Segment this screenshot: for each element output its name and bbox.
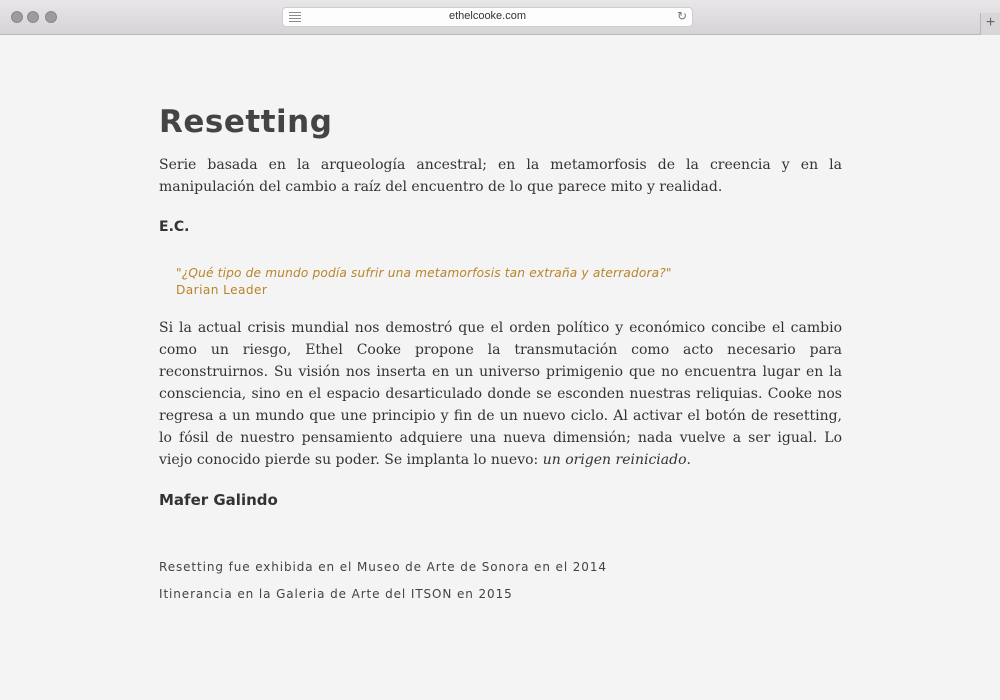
- author-name: Mafer Galindo: [159, 491, 278, 509]
- quote-text: "¿Qué tipo de mundo podía sufrir una metamorfosis tan extraña y aterradora?": [176, 266, 672, 280]
- exhibition-note: Resetting fue exhibida en el Museo de Arte de Sonora en el 2014: [159, 560, 607, 574]
- body-paragraph: [159, 317, 842, 471]
- exhibition-note: Itinerancia en la Galeria de Arte del ITSON en 2015: [159, 587, 513, 601]
- quote-author: Darian Leader: [176, 283, 268, 297]
- new-tab-button[interactable]: +: [980, 13, 1000, 35]
- exhibition-notes: [159, 554, 842, 608]
- page-title: Resetting: [159, 104, 333, 140]
- minimize-window-button[interactable]: [27, 11, 39, 23]
- body-emphasis: un origen reiniciado: [542, 452, 687, 468]
- article: [159, 102, 842, 608]
- body-text: Si la actual crisis mundial nos demostró que el orden político y económico concibe el cambio como un riesgo, Ethel Cooke propone la transmutación como acto necesario para reconstruirnos. Su visión nos inserta en un universo primigenio que no encuentra lugar en la consciencia, sino en el espacio desarticulado donde se esconden nuestras reliquias. Cooke nos regresa a un mundo que une principio y fin de un nuevo ciclo. Al activar el botón de resetting, lo fósil de nuestro pensamiento adquiere una nueva dimensión; nada vuelve a ser igual. Lo viejo conocido pierde su poder. Se implanta lo nuevo:: [159, 320, 842, 468]
- quote-block: [176, 265, 842, 299]
- url-text: ethelcooke.com: [448, 10, 527, 22]
- reload-icon[interactable]: ↻: [676, 9, 687, 23]
- body-end: .: [686, 452, 691, 468]
- intro-paragraph: Serie basada en la arqueología ancestral; en la metamorfosis de la creencia y en la manipulación del cambio a raíz del encuentro de lo que parece mito y realidad.: [159, 157, 842, 195]
- close-window-button[interactable]: [11, 11, 23, 23]
- zoom-window-button[interactable]: [45, 11, 57, 23]
- address-bar[interactable]: [282, 7, 693, 27]
- browser-titlebar: [0, 0, 1000, 35]
- initials-signature: E.C.: [159, 219, 190, 235]
